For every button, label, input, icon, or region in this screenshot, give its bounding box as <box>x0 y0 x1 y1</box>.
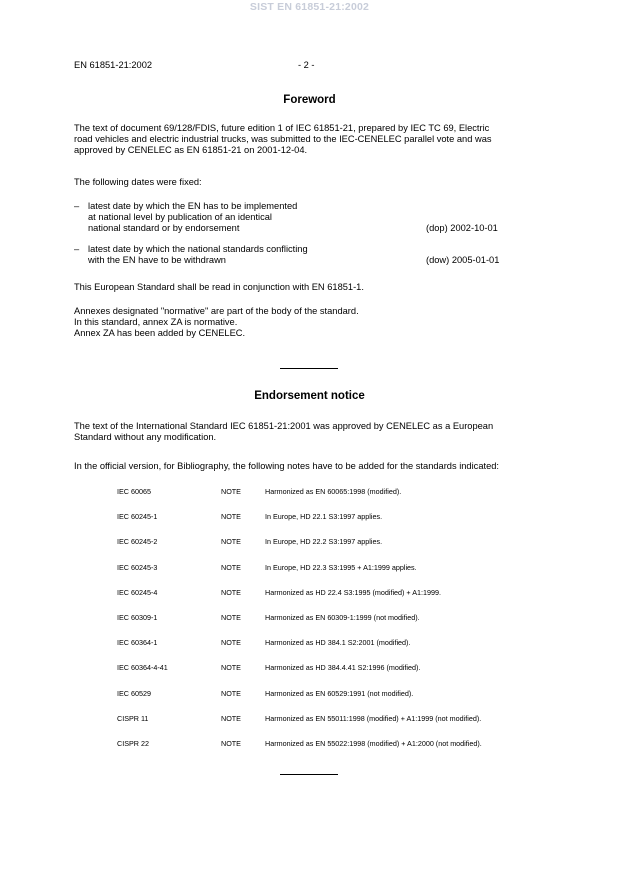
note-standard: IEC 60309-1 <box>117 613 158 622</box>
note-standard: IEC 60364-1 <box>117 638 158 648</box>
note-text: Harmonized as EN 60309-1:1999 (not modified). <box>265 613 420 622</box>
note-text: In Europe, HD 22.1 S3:1997 applies. <box>265 512 383 522</box>
dates-intro: The following dates were fixed: <box>74 177 202 187</box>
text-line: Annexes designated "normative" are part of the body of the standard. <box>74 306 359 316</box>
note-row <box>117 537 557 547</box>
date-tag: (dop) 2002-10-01 <box>426 223 498 234</box>
endorsement-text <box>74 421 548 443</box>
dash-marker: – <box>74 244 80 254</box>
note-row <box>117 739 557 749</box>
note-standard: CISPR 22 <box>117 739 149 748</box>
document-id: EN 61851-21:2002 <box>74 60 153 70</box>
note-standard: IEC 60245-4 <box>117 587 158 597</box>
annex-notes <box>74 306 548 340</box>
note-row <box>117 588 557 598</box>
note-row <box>117 487 557 497</box>
endorsement-title: Endorsement notice <box>254 390 365 402</box>
section-divider <box>280 368 338 369</box>
note-row <box>117 663 557 673</box>
note-standard: IEC 60364-4-41 <box>117 663 168 673</box>
watermark: SIST EN 61851-21:2002 <box>249 1 370 13</box>
text-line: national standard or by endorsement <box>88 223 240 234</box>
note-standard: IEC 60245-1 <box>117 512 158 522</box>
note-text: In Europe, HD 22.3 S3:1995 + A1:1999 applies. <box>265 562 417 572</box>
note-standard: IEC 60529 <box>117 688 151 698</box>
text-line: The text of the International Standard IEC 61851-21:2001 was approved by CENELEC as a European <box>74 421 494 431</box>
note-label: NOTE <box>221 713 241 723</box>
text-line: The text of document 69/128/FDIS, future edition 1 of IEC 61851-21, prepared by IEC TC 69, Electric <box>74 123 490 133</box>
text-line: latest date by which the national standards conflicting <box>88 244 308 254</box>
note-text: Harmonized as HD 384.1 S2:2001 (modified). <box>265 638 411 648</box>
note-label: NOTE <box>221 638 241 648</box>
note-label: NOTE <box>221 688 241 698</box>
foreword-title: Foreword <box>283 94 336 106</box>
note-text: Harmonized as HD 22.4 S3:1995 (modified) + A1:1999. <box>265 587 441 597</box>
note-text: Harmonized as EN 55022:1998 (modified) + A1:2000 (not modified). <box>265 739 482 748</box>
bibliography-intro: In the official version, for Bibliography, the following notes have to be added for the standards indicated: <box>74 461 499 471</box>
note-row <box>117 563 557 573</box>
note-text: Harmonized as EN 60529:1991 (not modified). <box>265 688 414 698</box>
note-label: NOTE <box>221 562 241 572</box>
note-standard: IEC 60065 <box>117 487 151 496</box>
note-text: Harmonized as EN 60065:1998 (modified). <box>265 487 402 496</box>
text-line: at national level by publication of an identical <box>88 212 272 223</box>
note-row <box>117 638 557 648</box>
text-line: with the EN have to be withdrawn <box>88 255 226 266</box>
note-row <box>117 613 557 623</box>
note-text: In Europe, HD 22.2 S3:1997 applies. <box>265 537 383 547</box>
note-label: NOTE <box>221 663 241 673</box>
note-row <box>117 689 557 699</box>
note-label: NOTE <box>221 537 241 547</box>
note-standard: CISPR 11 <box>117 713 149 723</box>
note-text: Harmonized as EN 55011:1998 (modified) + A1:1999 (not modified). <box>265 713 482 723</box>
section-divider <box>280 774 338 775</box>
note-text: Harmonized as HD 384.4.41 S2:1996 (modified). <box>265 663 421 673</box>
date-item-text <box>88 201 418 235</box>
text-line: road vehicles and electric industrial trucks, was submitted to the IEC-CENELEC parallel vote and was <box>74 134 492 145</box>
note-label: NOTE <box>221 487 241 496</box>
text-line: approved by CENELEC as EN 61851-21 on 2001-12-04. <box>74 145 308 156</box>
note-standard: IEC 60245-2 <box>117 537 158 547</box>
text-line: Annex ZA has been added by CENELEC. <box>74 328 246 339</box>
page-number: - 2 - <box>298 60 315 70</box>
note-row <box>117 714 557 724</box>
date-item-text <box>88 244 418 266</box>
conjunction-text: This European Standard shall be read in conjunction with EN 61851-1. <box>74 282 364 292</box>
text-line: Standard without any modification. <box>74 432 217 443</box>
note-standard: IEC 60245-3 <box>117 562 158 572</box>
note-row <box>117 512 557 522</box>
note-label: NOTE <box>221 587 241 597</box>
text-line: In this standard, annex ZA is normative. <box>74 317 238 328</box>
date-tag: (dow) 2005-01-01 <box>426 255 500 266</box>
note-label: NOTE <box>221 512 241 522</box>
dash-marker: – <box>74 201 80 211</box>
foreword-intro <box>74 123 548 157</box>
note-label: NOTE <box>221 613 241 622</box>
note-label: NOTE <box>221 739 241 748</box>
text-line: latest date by which the EN has to be implemented <box>88 201 298 211</box>
